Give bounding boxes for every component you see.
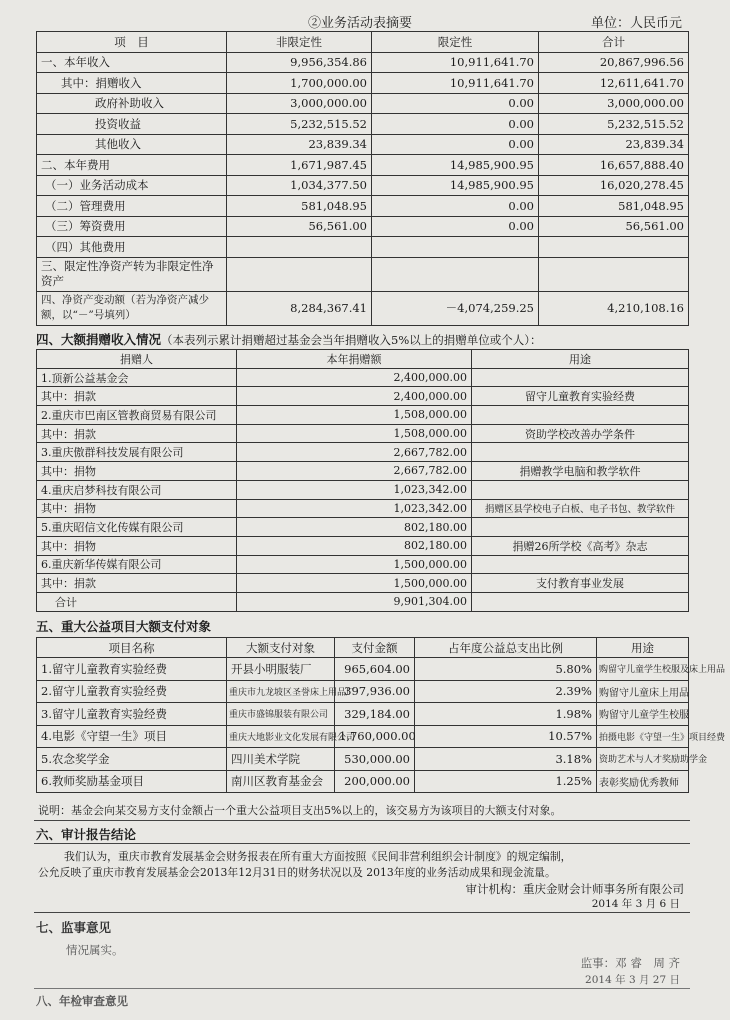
payment-ratio: 10.57% [415,725,597,748]
cell-value: 56,561.00 [227,216,372,237]
payee: 重庆市九龙坡区圣誉床上用品厂 [227,680,335,703]
donation-purpose [472,368,689,387]
column-header: 用途 [472,350,689,369]
cell-value: 14,985,900.95 [372,175,539,196]
donor-name: 其中：捐物 [37,536,237,555]
divider [34,820,690,821]
table-row [37,93,689,114]
donation-purpose [472,592,689,611]
audit-date: 2014 年 3 月 6 日 [591,898,680,910]
table-row [37,175,689,196]
cell-value: 1,700,000.00 [227,73,372,94]
payment-purpose: 购留守儿童床上用品 [597,680,689,703]
supervisor-date: 2014 年 3 月 27 日 [585,974,680,986]
cell-value: 10,911,641.70 [372,52,539,73]
cell-value: 0.00 [372,216,539,237]
payment-ratio: 2.39% [415,680,597,703]
payment-amount: 1,760,000.00 [335,725,415,748]
donation-amount: 802,180.00 [237,536,472,555]
divider [34,912,690,913]
cell-value: 5,232,515.52 [539,114,689,135]
cell-value: 23,839.34 [539,134,689,155]
payment-purpose: 购留守儿童学生校服及床上用品 [597,658,689,681]
divider [34,988,690,989]
row-label: 四、净资产变动额（若为净资产减少额，以“－”号填列） [37,291,227,325]
column-header: 支付金额 [335,638,415,658]
table-row [37,424,689,443]
table-row [37,770,689,793]
row-label: （一）业务活动成本 [37,175,227,196]
donation-purpose [472,406,689,425]
cell-value: 1,671,987.45 [227,155,372,176]
audit-heading: 六、审计报告结论 [36,827,137,842]
payee: 四川美术学院 [227,748,335,771]
donation-amount: 1,023,342.00 [237,499,472,518]
donation-purpose [472,443,689,462]
table-row [37,480,689,499]
projects-heading: 五、重大公益项目大额支付对象 [36,619,212,634]
activity-header [38,10,688,30]
donor-name: 5.重庆昭信文化传媒有限公司 [37,518,237,537]
cell-value: 581,048.95 [539,196,689,217]
column-header: 本年捐赠额 [237,350,472,369]
total-row [37,592,689,611]
table-row [37,680,689,703]
cell-value: 14,985,900.95 [372,155,539,176]
donation-amount: 2,667,782.00 [237,443,472,462]
cell-value: 12,611,641.70 [539,73,689,94]
payment-purpose: 购留守儿童学生校服 [597,703,689,726]
table-row [37,216,689,237]
payment-ratio: 1.25% [415,770,597,793]
table-row [37,536,689,555]
donation-purpose: 支付教育事业发展 [472,574,689,593]
cell-value [539,237,689,258]
donation-amount: 1,508,000.00 [237,406,472,425]
project-name: 2.留守儿童教育实验经费 [37,680,227,703]
donor-name: 1.顶新公益基金会 [37,368,237,387]
payment-amount: 200,000.00 [335,770,415,793]
cell-value: 0.00 [372,93,539,114]
cell-value: 20,867,996.56 [539,52,689,73]
cell-value: －4,074,259.25 [372,291,539,325]
donation-purpose [472,518,689,537]
table-row [37,134,689,155]
currency-unit: 单位：人民币元 [590,16,682,31]
cell-value: 56,561.00 [539,216,689,237]
project-name: 1.留守儿童教育实验经费 [37,658,227,681]
activity-table [36,31,689,326]
payment-ratio: 3.18% [415,748,597,771]
table-row [37,237,689,258]
table-row [37,406,689,425]
payment-purpose: 资助艺术与人才奖励助学金 [597,748,689,771]
donor-name: 其中：捐物 [37,462,237,481]
cell-value: 3,000,000.00 [227,93,372,114]
donation-purpose: 资助学校改善办学条件 [472,424,689,443]
donation-amount: 802,180.00 [237,518,472,537]
annual-review-heading: 八、年检审查意见 [36,994,128,1008]
donor-name: 3.重庆傲群科技发展有限公司 [37,443,237,462]
donor-name: 其中：捐款 [37,387,237,406]
column-header: 非限定性 [227,32,372,53]
payee: 南川区教育基金会 [227,770,335,793]
payment-ratio: 1.98% [415,703,597,726]
table-row [37,574,689,593]
donation-purpose: 捐赠区县学校电子白板、电子书包、教学软件 [472,499,689,518]
cell-value: 10,911,641.70 [372,73,539,94]
column-header: 捐赠人 [37,350,237,369]
table-row [37,387,689,406]
section-title: 四、大额捐赠收入情况 [36,332,162,347]
table-row [37,52,689,73]
donations-table [36,349,689,612]
cell-value [372,237,539,258]
audit-text-line1: 我们认为，重庆市教育发展基金会财务报表在所有重大方面按照《民间非营利组织会计制度》的规定编制， [64,850,572,863]
donor-name: 其中：捐款 [37,574,237,593]
payee: 重庆市盛锦服装有限公司 [227,703,335,726]
supervisor-text: 情况属实。 [66,943,124,957]
table-row [37,291,689,325]
payee: 重庆大地影业文化发展有限公司 [227,725,335,748]
cell-value: 3,000,000.00 [539,93,689,114]
table-row [37,725,689,748]
cell-value: 1,034,377.50 [227,175,372,196]
row-label: 投资收益 [37,114,227,135]
cell-value: 9,956,354.86 [227,52,372,73]
column-header: 项目名称 [37,638,227,658]
donation-amount: 1,500,000.00 [237,555,472,574]
audit-text-line2: 公允反映了重庆市教育发展基金会2013年12月31日的财务状况以及 2013年度的业务活动成果和现金流量。 [38,866,556,879]
cell-value [227,237,372,258]
payment-amount: 329,184.00 [335,703,415,726]
project-name: 6.教师奖励基金项目 [37,770,227,793]
payment-purpose: 拍摄电影《守望一生》项目经费 [597,725,689,748]
payment-purpose: 表彰奖励优秀教师 [597,770,689,793]
payment-amount: 530,000.00 [335,748,415,771]
table-row [37,748,689,771]
cell-value: 16,020,278.45 [539,175,689,196]
donor-name: 合计 [37,592,237,611]
row-label: 其中：捐赠收入 [37,73,227,94]
table-row [37,555,689,574]
donation-purpose: 捐赠26所学校《高考》杂志 [472,536,689,555]
donor-name: 其中：捐款 [37,424,237,443]
donation-purpose [472,480,689,499]
column-header: 项 目 [37,32,227,53]
donation-amount: 1,500,000.00 [237,574,472,593]
table-header-row [37,350,689,369]
cell-value: 0.00 [372,196,539,217]
table-header-row [37,638,689,658]
activity-title: ②业务活动表摘要 [308,16,413,31]
payment-amount: 965,604.00 [335,658,415,681]
audit-org: 审计机构：重庆金财会计师事务所有限公司 [465,882,684,896]
supervisor-heading: 七、监事意见 [36,920,112,935]
row-label: （四）其他费用 [37,237,227,258]
column-header: 合计 [539,32,689,53]
column-header: 大额支付对象 [227,638,335,658]
row-label: 三、限定性净资产转为非限定性净资产 [37,257,227,291]
donation-amount: 1,023,342.00 [237,480,472,499]
cell-value: 0.00 [372,114,539,135]
table-row [37,518,689,537]
table-header-row [37,32,689,53]
table-row [37,155,689,176]
column-header: 用途 [597,638,689,658]
donations-heading [36,330,542,348]
donation-purpose: 留守儿童教育实验经费 [472,387,689,406]
payment-ratio: 5.80% [415,658,597,681]
donor-name: 2.重庆市巴南区管教商贸易有限公司 [37,406,237,425]
donation-amount: 2,667,782.00 [237,462,472,481]
donation-amount: 9,901,304.00 [237,592,472,611]
table-row [37,73,689,94]
table-row [37,658,689,681]
cell-value: 5,232,515.52 [227,114,372,135]
table-row [37,368,689,387]
projects-table [36,637,726,793]
payee: 开县小明服装厂 [227,658,335,681]
row-label: 其他收入 [37,134,227,155]
donor-name: 其中：捐物 [37,499,237,518]
column-header: 限定性 [372,32,539,53]
donation-amount: 2,400,000.00 [237,368,472,387]
cell-value: 16,657,888.40 [539,155,689,176]
cell-value: 23,839.34 [227,134,372,155]
row-label: （三）筹资费用 [37,216,227,237]
column-header: 占年度公益总支出比例 [415,638,597,658]
row-label: 二、本年费用 [37,155,227,176]
projects-note: 说明：基金会向某交易方支付金额占一个重大公益项目支出5%以上的，该交易方为该项目的大额支付对象。 [38,804,562,817]
cell-value: 581,048.95 [227,196,372,217]
table-row [37,114,689,135]
divider [34,843,690,844]
table-row [37,257,689,291]
cell-value: 8,284,367.41 [227,291,372,325]
row-label: 政府补助收入 [37,93,227,114]
row-label: （二）管理费用 [37,196,227,217]
project-name: 3.留守儿童教育实验经费 [37,703,227,726]
payment-amount: 397,936.00 [335,680,415,703]
table-row [37,703,689,726]
table-row [37,443,689,462]
cell-value: 4,210,108.16 [539,291,689,325]
donor-name: 4.重庆启梦科技有限公司 [37,480,237,499]
cell-value: 0.00 [372,134,539,155]
donor-name: 6.重庆新华传媒有限公司 [37,555,237,574]
table-row [37,462,689,481]
donation-amount: 1,508,000.00 [237,424,472,443]
project-name: 4.电影《守望一生》项目 [37,725,227,748]
donation-purpose: 捐赠教学电脑和教学软件 [472,462,689,481]
donation-purpose [472,555,689,574]
donation-amount: 2,400,000.00 [237,387,472,406]
row-label: 一、本年收入 [37,52,227,73]
section-note: （本表列示累计捐赠超过基金会当年捐赠收入5%以上的捐赠单位或个人）： [161,333,542,347]
table-row [37,499,689,518]
table-row [37,196,689,217]
supervisor-sign: 监事：邓 睿 周 齐 [580,956,680,970]
project-name: 5.农念奖学金 [37,748,227,771]
